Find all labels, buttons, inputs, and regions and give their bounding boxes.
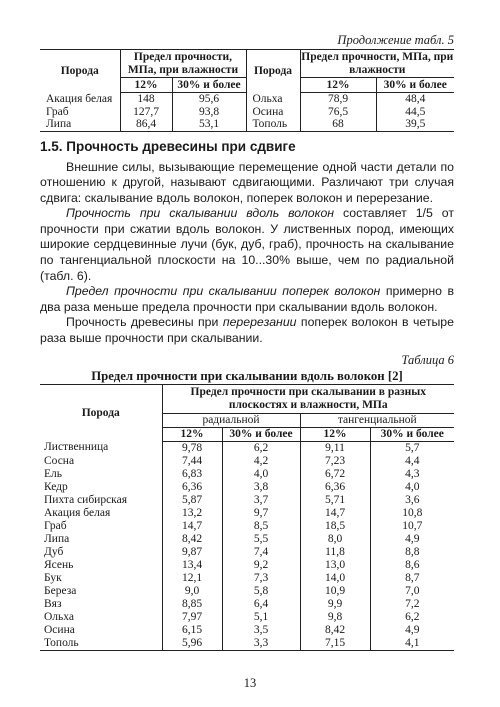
table-row bbox=[40, 559, 454, 572]
table-row bbox=[40, 106, 454, 119]
page-number: 13 bbox=[243, 676, 257, 690]
table-row bbox=[40, 585, 454, 598]
t6-cell-value: 9,2 bbox=[222, 559, 300, 572]
t6-cell-name: Бук bbox=[44, 571, 62, 584]
t6-header-species: Порода bbox=[81, 406, 120, 419]
paragraph-3-italic: Предел прочности при скалывании поперек волокон bbox=[66, 284, 381, 299]
t6-cell-name: Липа bbox=[44, 532, 70, 545]
t6-cell-value: 13,2 bbox=[162, 507, 222, 520]
table-row bbox=[40, 546, 454, 559]
t5-cell-value: 78,9 bbox=[300, 93, 376, 106]
t6-cell-name: Лиственница bbox=[44, 441, 109, 454]
t6-cell-value: 4,2 bbox=[222, 455, 300, 468]
t6-cell-value: 3,7 bbox=[222, 494, 300, 507]
table-row bbox=[40, 533, 454, 546]
t6-header-radial: радиальной bbox=[162, 413, 300, 427]
t6-cell-name: Граб bbox=[44, 519, 67, 532]
t6-cell-value: 4,9 bbox=[370, 624, 454, 637]
paragraph-2 bbox=[40, 206, 454, 284]
t6-cell-value: 8,5 bbox=[222, 520, 300, 533]
t5-cell-name: Осина bbox=[246, 106, 300, 119]
t5-cell-value: 148 bbox=[120, 93, 172, 106]
t6-cell-value: 9,7 bbox=[222, 507, 300, 520]
t6-cell-value: 10,8 bbox=[370, 507, 454, 520]
t5-header-30-left: 30% и более bbox=[172, 78, 246, 93]
t6-cell-value: 8,42 bbox=[300, 624, 370, 637]
t6-header-tangential: тангенциальной bbox=[300, 413, 454, 427]
section-heading: 1.5. Прочность древесины при сдвиге bbox=[40, 138, 296, 154]
t6-cell-value: 18,5 bbox=[300, 520, 370, 533]
t6-cell-value: 6,36 bbox=[162, 481, 222, 494]
table-row bbox=[40, 520, 454, 533]
t5-cell-value: 76,5 bbox=[300, 106, 376, 119]
table-row bbox=[40, 572, 454, 585]
t6-cell-value: 6,4 bbox=[222, 598, 300, 611]
t6-cell-value: 7,97 bbox=[162, 611, 222, 624]
t6-cell-name: Сосна bbox=[44, 454, 75, 467]
t6-cell-value: 10,9 bbox=[300, 585, 370, 598]
t6-header-radial-12: 12% bbox=[162, 427, 222, 441]
t6-cell-value: 9,8 bbox=[300, 611, 370, 624]
t6-cell-value: 9,87 bbox=[162, 546, 222, 559]
t6-cell-value: 3,8 bbox=[222, 481, 300, 494]
table-row bbox=[40, 481, 454, 494]
t6-cell-value: 5,8 bbox=[222, 585, 300, 598]
t6-cell-value: 8,7 bbox=[370, 572, 454, 585]
t5-cell-name: Липа bbox=[46, 118, 72, 130]
paragraph-4-text: поперек волокон в четыре раза выше прочности при скалывании. bbox=[40, 315, 454, 346]
t6-cell-value: 4,0 bbox=[222, 468, 300, 481]
t5-cell-value: 93,8 bbox=[172, 106, 246, 119]
t5-cell-name: Граб bbox=[46, 105, 69, 118]
t6-cell-value: 6,83 bbox=[162, 468, 222, 481]
t6-header-strength: Предел прочности при скалывании в разных плоскостях и влажности, МПа bbox=[162, 384, 454, 413]
t6-cell-value: 4,0 bbox=[370, 481, 454, 494]
t6-cell-value: 13,4 bbox=[162, 559, 222, 572]
t6-cell-value: 6,72 bbox=[300, 468, 370, 481]
t5-cell-name: Акация белая bbox=[46, 92, 113, 105]
t6-cell-name: Ольха bbox=[44, 610, 74, 623]
table-row bbox=[40, 455, 454, 468]
t5-cell-name: Тополь bbox=[246, 118, 300, 131]
t6-cell-name: Береза bbox=[44, 584, 77, 597]
table-row bbox=[40, 507, 454, 520]
t6-cell-value: 6,15 bbox=[162, 624, 222, 637]
t6-cell-name: Ель bbox=[44, 467, 63, 480]
paragraph-3 bbox=[40, 284, 454, 315]
table-row bbox=[40, 468, 454, 481]
t6-cell-name: Акация белая bbox=[44, 506, 111, 519]
t6-cell-value: 8,0 bbox=[300, 533, 370, 546]
t6-cell-value: 8,42 bbox=[162, 533, 222, 546]
t6-cell-value: 9,0 bbox=[162, 585, 222, 598]
t6-cell-value: 5,5 bbox=[222, 533, 300, 546]
t6-header-tangential-12: 12% bbox=[300, 427, 370, 441]
t6-cell-value: 7,44 bbox=[162, 455, 222, 468]
t6-cell-value: 5,1 bbox=[222, 611, 300, 624]
paragraph-4-start: Прочность древесины при bbox=[66, 315, 223, 330]
t5-cell-value: 44,5 bbox=[376, 106, 454, 119]
paragraph-4-italic: перерезании bbox=[222, 315, 297, 330]
t6-cell-value: 8,8 bbox=[370, 546, 454, 559]
t6-cell-value: 6,36 bbox=[300, 481, 370, 494]
t5-header-strength-left: Предел прочности, МПа, при влажности bbox=[120, 50, 246, 78]
t6-cell-value: 13,0 bbox=[300, 559, 370, 572]
t6-cell-value: 10,7 bbox=[370, 520, 454, 533]
t6-cell-value: 3,6 bbox=[370, 494, 454, 507]
t6-cell-name: Осина bbox=[44, 623, 75, 636]
table-row bbox=[40, 624, 454, 637]
t6-cell-value: 4,1 bbox=[370, 637, 454, 651]
t5-cell-name: Ольха bbox=[246, 93, 300, 106]
t6-cell-value: 3,3 bbox=[222, 637, 300, 651]
table-row bbox=[40, 441, 454, 455]
t6-cell-value: 3,5 bbox=[222, 624, 300, 637]
t6-cell-value: 9,11 bbox=[300, 441, 370, 455]
t6-cell-value: 5,7 bbox=[370, 441, 454, 455]
t6-header-tangential-30: 30% и более bbox=[370, 427, 454, 441]
t6-cell-value: 14,7 bbox=[300, 507, 370, 520]
t5-cell-value: 68 bbox=[300, 118, 376, 131]
paragraph-1: Внешние силы, вызывающие перемещение одной части детали по отношению к другой, называют сдвигающими. Различают три случая сдвига: скалывание вдоль волокон, поперек волокон и перерезание. bbox=[40, 159, 454, 205]
t6-cell-value: 11,8 bbox=[300, 546, 370, 559]
t6-cell-name: Кедр bbox=[44, 480, 68, 493]
table-6-label: Таблица 6 bbox=[401, 352, 454, 367]
t5-cell-value: 86,4 bbox=[120, 118, 172, 131]
paragraph-4 bbox=[40, 315, 454, 346]
t6-cell-value: 7,23 bbox=[300, 455, 370, 468]
table-6-title: Предел прочности при скалывании вдоль волокон [2] bbox=[91, 368, 403, 383]
t6-cell-value: 5,71 bbox=[300, 494, 370, 507]
t6-cell-value: 9,9 bbox=[300, 598, 370, 611]
t6-cell-name: Ясень bbox=[44, 558, 74, 571]
t6-body bbox=[40, 441, 454, 650]
t6-cell-value: 7,2 bbox=[370, 598, 454, 611]
table-row bbox=[40, 611, 454, 624]
table-row bbox=[40, 118, 454, 131]
t6-cell-value: 9,78 bbox=[162, 441, 222, 455]
t6-cell-value: 6,2 bbox=[222, 441, 300, 455]
t6-cell-value: 6,2 bbox=[370, 611, 454, 624]
t5-header-species-left: Порода bbox=[60, 65, 99, 77]
table-row bbox=[40, 93, 454, 106]
t5-header-12-left: 12% bbox=[120, 78, 172, 93]
t6-cell-value: 12,1 bbox=[162, 572, 222, 585]
paragraph-2-text: составляет 1/5 от прочности при сжатии вдоль волокон. У лиственных пород, имеющих широкие сердцевинные лучи (бук, дуб, граб), прочность на скалывание по тангенциальной плоскости на 10...30% выше, чем по радиальной (табл. 6). bbox=[40, 206, 454, 283]
t5-header-30-right: 30% и более bbox=[376, 78, 454, 93]
t6-cell-value: 7,4 bbox=[222, 546, 300, 559]
t6-cell-value: 14,7 bbox=[162, 520, 222, 533]
t6-cell-value: 7,3 bbox=[222, 572, 300, 585]
book-page bbox=[40, 32, 454, 651]
t6-cell-value: 7,15 bbox=[300, 637, 370, 651]
t5-cell-value: 127,7 bbox=[120, 106, 172, 119]
t6-cell-value: 4,4 bbox=[370, 455, 454, 468]
t6-cell-value: 7,0 bbox=[370, 585, 454, 598]
table-5-continuation bbox=[40, 49, 454, 132]
t6-cell-value: 14,0 bbox=[300, 572, 370, 585]
t5-cell-value: 48,4 bbox=[376, 93, 454, 106]
t6-cell-value: 8,6 bbox=[370, 559, 454, 572]
t5-cell-value: 39,5 bbox=[376, 118, 454, 131]
t5-header-species-right: Порода bbox=[246, 50, 300, 93]
t6-cell-value: 8,85 bbox=[162, 598, 222, 611]
t5-cell-value: 53,1 bbox=[172, 118, 246, 131]
paragraph-2-italic: Прочность при скалывании вдоль волокон bbox=[66, 206, 335, 221]
t6-cell-value: 4,9 bbox=[370, 533, 454, 546]
t6-header-radial-30: 30% и более bbox=[222, 427, 300, 441]
t6-cell-value: 5,87 bbox=[162, 494, 222, 507]
table-continuation-label: Продолжение табл. 5 bbox=[337, 33, 454, 47]
table-row bbox=[40, 637, 454, 651]
t6-cell-name: Вяз bbox=[44, 597, 62, 610]
paragraph-3-text: примерно в два раза меньше предела прочности при скалывании вдоль волокон. bbox=[40, 284, 454, 314]
table-6 bbox=[40, 384, 454, 651]
t6-cell-name: Дуб bbox=[44, 545, 64, 558]
t5-cell-value: 95,6 bbox=[172, 93, 246, 106]
t6-cell-value: 5,96 bbox=[162, 637, 222, 651]
table-row bbox=[40, 494, 454, 507]
t6-cell-value: 4,3 bbox=[370, 468, 454, 481]
t6-cell-name: Пихта сибирская bbox=[44, 493, 127, 506]
t5-header-12-right: 12% bbox=[300, 78, 376, 93]
table-row bbox=[40, 598, 454, 611]
t5-header-strength-right: Предел прочности, МПа, при влажности bbox=[301, 51, 454, 76]
t6-cell-name: Тополь bbox=[44, 636, 79, 649]
